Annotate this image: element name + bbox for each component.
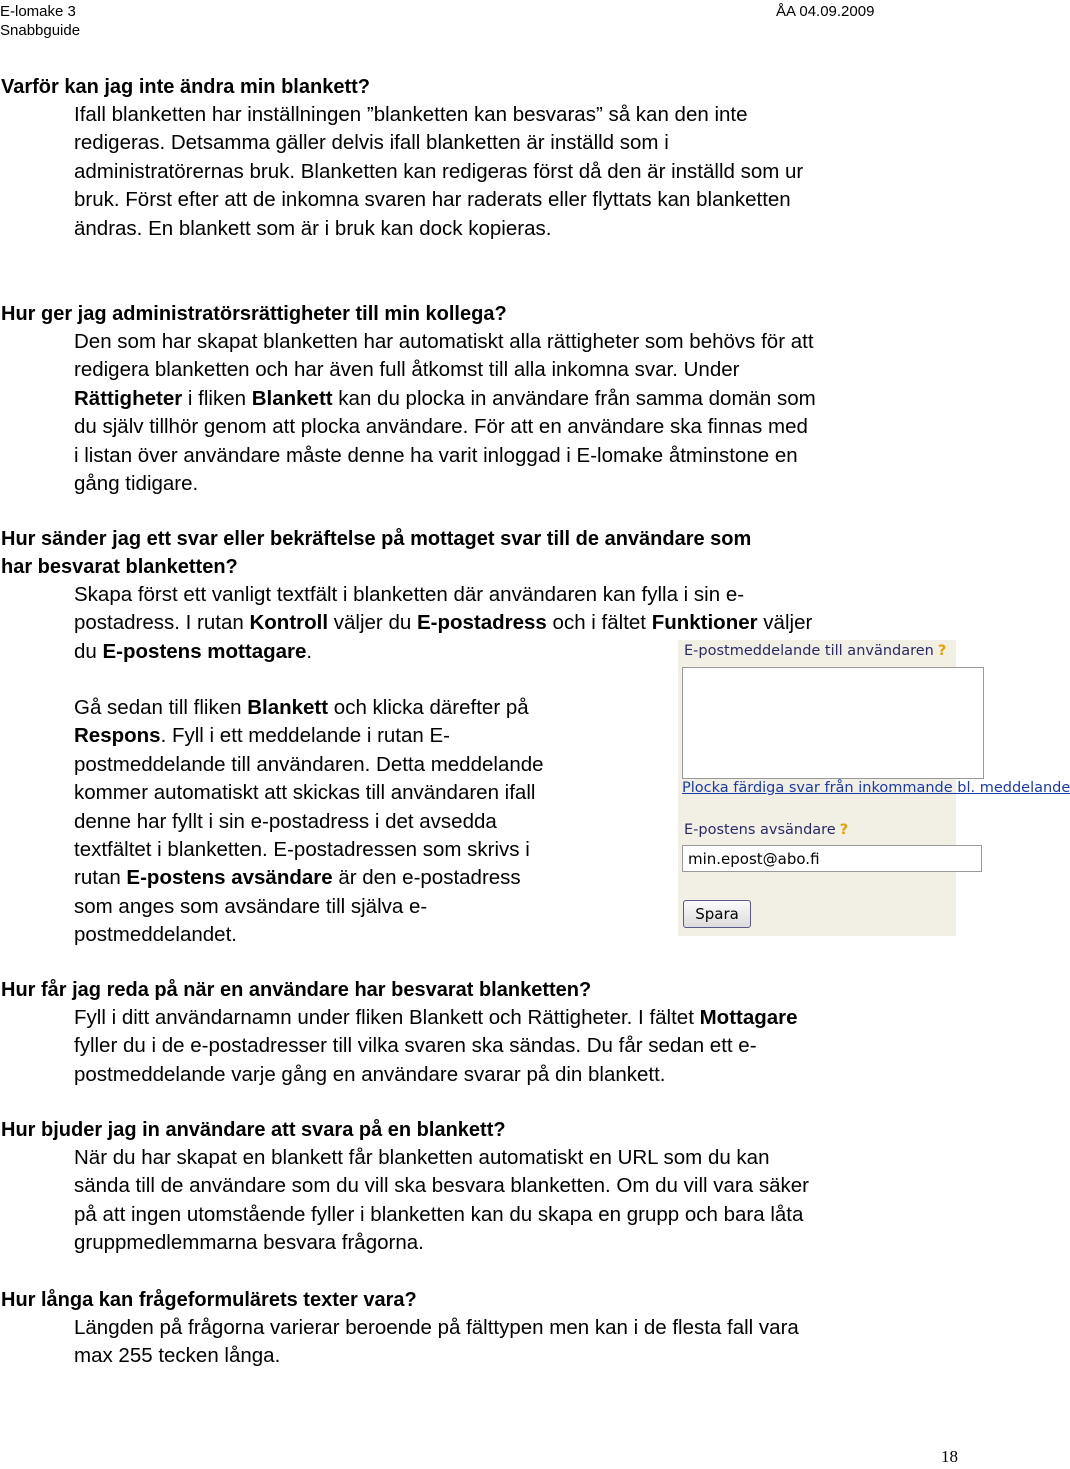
header-doc-title: Snabbguide bbox=[0, 22, 81, 39]
email-sender-label: E-postens avsändare ? bbox=[684, 822, 849, 838]
text-line: kommer automatiskt att skickas till användaren ifall bbox=[74, 781, 536, 805]
text-line: Längden på frågorna varierar beroende på fälttypen men kan i de flesta fall vara bbox=[74, 1316, 799, 1339]
question-heading: Hur sänder jag ett svar eller bekräftelse på mottaget svar till de användare som har besvarat blanketten? bbox=[1, 528, 752, 578]
pick-answers-link[interactable]: Plocka färdiga svar från inkommande bl. meddelande bbox=[682, 780, 1070, 796]
text-line: du E-postens mottagare. bbox=[74, 639, 313, 663]
answer-paragraph bbox=[74, 1314, 799, 1371]
header-app-name: E-lomake 3 bbox=[0, 3, 76, 20]
text-line: max 255 tecken långa. bbox=[74, 1344, 281, 1368]
text-line: rutan E-postens avsändare är den e-postadress bbox=[74, 866, 521, 890]
text-line: postmeddelande till användaren. Detta meddelande bbox=[74, 752, 544, 776]
text-line: sända till de användare som du vill ska besvara blanketten. Om du vill vara säker bbox=[74, 1174, 809, 1198]
question-heading: Hur bjuder jag in användare att svara på en blankett? bbox=[1, 1119, 506, 1141]
email-sender-input[interactable]: min.epost@abo.fi bbox=[682, 845, 982, 872]
text-line: Ifall blanketten har inställningen ”blanketten kan besvaras” så kan den inte bbox=[74, 103, 748, 126]
help-icon[interactable]: ? bbox=[937, 643, 947, 659]
text-line: Fyll i ditt användarnamn under fliken Blankett och Rättigheter. I fältet Mottagare bbox=[74, 1006, 798, 1029]
form-settings-panel bbox=[678, 640, 1070, 936]
text-line: administratörernas bruk. Blanketten kan redigeras först då den är inställd som ur bbox=[74, 159, 804, 183]
text-line: Respons. Fyll i ett meddelande i rutan E- bbox=[74, 724, 450, 748]
header-date: ÅA 04.09.2009 bbox=[776, 3, 875, 20]
text-line: ändras. En blankett som är i bruk kan dock kopieras. bbox=[74, 216, 552, 240]
text-line: När du har skapat en blankett får blanketten automatiskt en URL som du kan bbox=[74, 1146, 770, 1169]
answer-paragraph bbox=[74, 101, 803, 243]
text-line: Rättigheter i fliken Blankett kan du plocka in användare från samma domän som bbox=[74, 386, 816, 410]
answer-paragraph bbox=[74, 1144, 809, 1258]
question-heading: Varför kan jag inte ändra min blankett? bbox=[1, 76, 370, 98]
text-line: postmeddelandet. bbox=[74, 923, 237, 947]
text-line: på att ingen utomstående fyller i blanketten kan du skapa en grupp och bara låta bbox=[74, 1202, 804, 1226]
text-line: gång tidigare. bbox=[74, 472, 199, 496]
text-line: som anges som avsändare till själva e- bbox=[74, 894, 428, 918]
save-button[interactable]: Spara bbox=[683, 900, 751, 928]
text-line: redigera blanketten och har även full åtkomst till alla inkomna svar. Under bbox=[74, 358, 740, 382]
text-line: gruppmedlemmarna besvara frågorna. bbox=[74, 1231, 424, 1255]
page-number: 18 bbox=[941, 1447, 958, 1466]
text-line: Den som har skapat blanketten har automatiskt alla rättigheter som behövs för att bbox=[74, 330, 814, 353]
question-heading: Hur ger jag administratörsrättigheter till min kollega? bbox=[1, 303, 507, 325]
answer-paragraph bbox=[74, 1004, 798, 1089]
question-heading: Hur långa kan frågeformulärets texter vara? bbox=[1, 1289, 417, 1311]
text-line: i listan över användare måste denne ha varit inloggad i E-lomake åtminstone en bbox=[74, 443, 798, 467]
text-line: Gå sedan till fliken Blankett och klicka därefter på bbox=[74, 696, 529, 719]
text-line: bruk. Först efter att de inkomna svaren har raderats eller flyttats kan blanketten bbox=[74, 188, 791, 212]
text-line: Skapa först ett vanligt textfält i blanketten där användaren kan fylla i sin e- bbox=[74, 583, 745, 606]
text-line: redigeras. Detsamma gäller delvis ifall blanketten är inställd som i bbox=[74, 131, 669, 155]
text-line: textfältet i blanketten. E-postadressen som skrivs i bbox=[74, 838, 530, 862]
email-message-label: E-postmeddelande till användaren ? bbox=[684, 643, 947, 659]
help-icon[interactable]: ? bbox=[839, 822, 849, 838]
text-line: postmeddelande varje gång en användare svarar på din blankett. bbox=[74, 1062, 666, 1086]
text-line: postadress. I rutan Kontroll väljer du E-postadress och i fältet Funktioner väljer bbox=[74, 611, 813, 635]
answer-paragraph bbox=[74, 694, 544, 950]
text-line: fyller du i de e-postadresser till vilka svaren ska sändas. Du får sedan ett e- bbox=[74, 1034, 757, 1058]
question-heading: Hur får jag reda på när en användare har besvarat blanketten? bbox=[1, 979, 592, 1001]
answer-paragraph bbox=[74, 328, 816, 498]
email-message-textarea[interactable] bbox=[682, 667, 984, 779]
text-line: denne har fyllt i sin e-postadress i det avsedda bbox=[74, 809, 497, 833]
text-line: du själv tillhör genom att plocka användare. För att en användare ska finnas med bbox=[74, 415, 808, 439]
